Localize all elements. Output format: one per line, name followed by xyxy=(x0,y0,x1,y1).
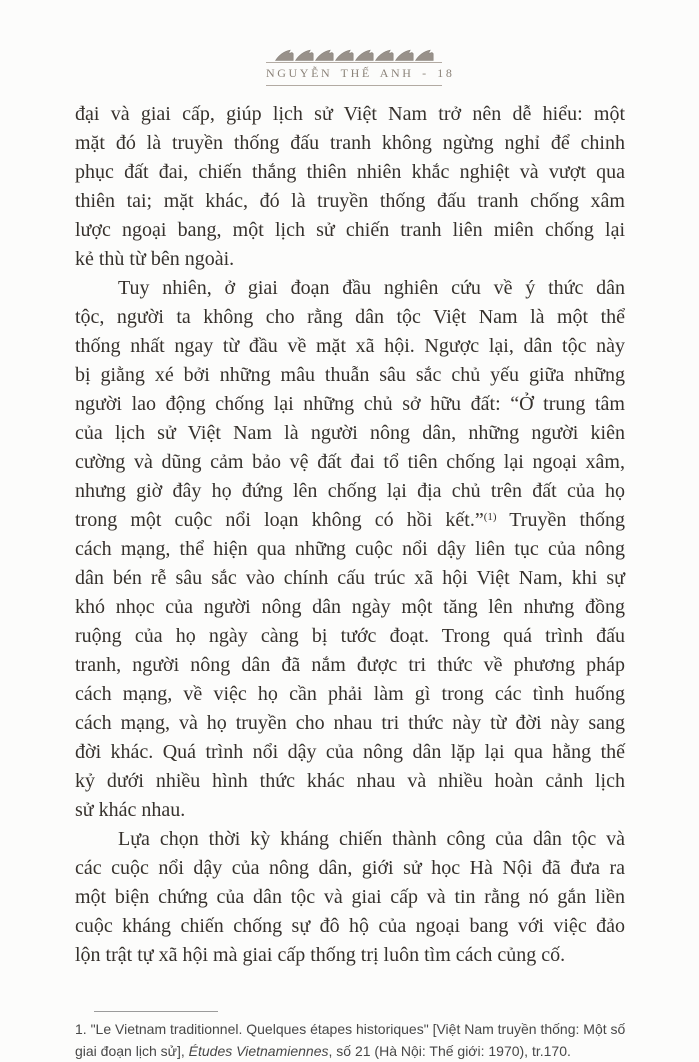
footnote-separator xyxy=(94,1011,218,1012)
text-line: tộc, người ta không cho rằng dân tộc Việt Nam là một thể xyxy=(75,306,625,328)
text-line: đời khác. Quá trình nổi dậy của nông dân lặp lại qua hằng thế xyxy=(75,741,625,763)
wave-leaf-icon xyxy=(375,49,394,61)
text-line: tranh, người nông dân đã nắm được tri thức về phương pháp xyxy=(75,654,625,676)
wave-leaf-icon xyxy=(315,49,334,61)
wave-leaf-icon xyxy=(395,49,414,61)
text-line: ruộng của họ ngày càng bị tước đoạt. Trong quá trình đấu xyxy=(75,625,625,647)
text-line: cuộc kháng chiến chống sự đô hộ của ngoại bang với việc đảo xyxy=(75,915,625,937)
text-line: cách mạng, thể hiện qua những cuộc nổi dậy liên tục của nông xyxy=(75,538,625,560)
footnote-journal-title: Études Vietnamiennes xyxy=(188,1043,329,1059)
text-line: dân bén rễ sâu sắc vào chính cấu trúc xã hội Việt Nam, khi sự xyxy=(75,567,625,589)
text-line: bị giằng xé bởi những mâu thuẫn sâu sắc chủ yếu giữa những xyxy=(75,364,625,386)
body-text xyxy=(75,100,625,970)
text-line: Lựa chọn thời kỳ kháng chiến thành công của dân tộc và xyxy=(118,828,625,850)
text-line: mặt đó là truyền thống đấu tranh không ngừng nghỉ để chinh xyxy=(75,132,625,154)
text-line: lộn trật tự xã hội mà giai cấp thống trị luôn tìm cách củng cố. xyxy=(75,944,566,966)
text-line: người lao động chống lại những chủ sở hữu đất: “Ở trung tâm xyxy=(75,393,625,415)
wave-leaf-icon xyxy=(295,49,314,61)
text-line: nhưng giờ đây họ đứng lên chống lại địa chủ trên đất của họ xyxy=(75,480,625,502)
text-line: đại và giai cấp, giúp lịch sử Việt Nam trở nên dễ hiểu: một xyxy=(75,103,625,125)
footnote-text: giai đoạn lịch sử], xyxy=(75,1043,189,1059)
running-head: NGUYỄN THẾ ANH - 18 xyxy=(266,66,455,80)
text-line: cường và dũng cảm bảo vệ đất đai tổ tiên chống lại ngoại xâm, xyxy=(75,451,625,473)
wave-leaf-icon xyxy=(275,49,294,61)
text-line: một biện chứng của dân tộc và giai cấp và tin rằng nó gắn liền xyxy=(75,886,625,908)
footnote-line: 1. "Le Vietnam traditionnel. Quelques étapes historiques" [Việt Nam truyền thống: Một số xyxy=(75,1021,626,1037)
text-line: phục đất đai, chiến thắng thiên nhiên khắc nghiệt và vượt qua xyxy=(75,161,625,183)
wave-leaf-icon xyxy=(335,49,354,61)
text-line: các cuộc nổi dậy của nông dân, giới sử học Hà Nội đã đưa ra xyxy=(75,857,625,879)
footnote-line xyxy=(75,1040,675,1062)
wave-leaf-icon xyxy=(355,49,374,61)
text-line: thống nhất ngay từ đầu về mặt xã hội. Ngược lại, dân tộc này xyxy=(75,335,625,357)
footnote-text: , số 21 (Hà Nội: Thế giới: 1970), tr.170. xyxy=(328,1043,571,1059)
header-ornament xyxy=(266,47,442,61)
text-line: lược ngoại bang, một lịch sử chiến tranh liên miên chống lại xyxy=(75,219,625,241)
text-line: kẻ thù từ bên ngoài. xyxy=(75,248,235,270)
text-line: kỷ dưới nhiều hình thức khác nhau và nhiều hoàn cảnh lịch xyxy=(75,770,625,792)
page-header xyxy=(266,47,455,86)
header-rule-bottom xyxy=(266,85,442,86)
text-line: sử khác nhau. xyxy=(75,799,186,821)
text-line: thiên tai; mặt khác, đó là truyền thống đấu tranh chống xâm xyxy=(75,190,625,212)
text-line: khó nhọc của người nông dân ngày một tăng lên nhưng đồng xyxy=(75,596,625,618)
text-line: cách mạng, về việc họ cần phải làm gì trong các tình huống xyxy=(75,683,625,705)
wave-leaf-icon xyxy=(415,49,434,61)
text-line: cách mạng, và họ truyền cho nhau tri thức này từ đời này sang xyxy=(75,712,625,734)
text-line: trong một cuộc nổi loạn không có hồi kết.”$^{(1)}$ Truyền thống xyxy=(75,509,625,531)
footnote xyxy=(75,1018,675,1062)
text-line: Tuy nhiên, ở giai đoạn đầu nghiên cứu về ý thức dân xyxy=(118,277,625,299)
text-line: của lịch sử Việt Nam là người nông dân, những người kiên xyxy=(75,422,625,444)
footnote-ref: (1) xyxy=(483,511,497,523)
